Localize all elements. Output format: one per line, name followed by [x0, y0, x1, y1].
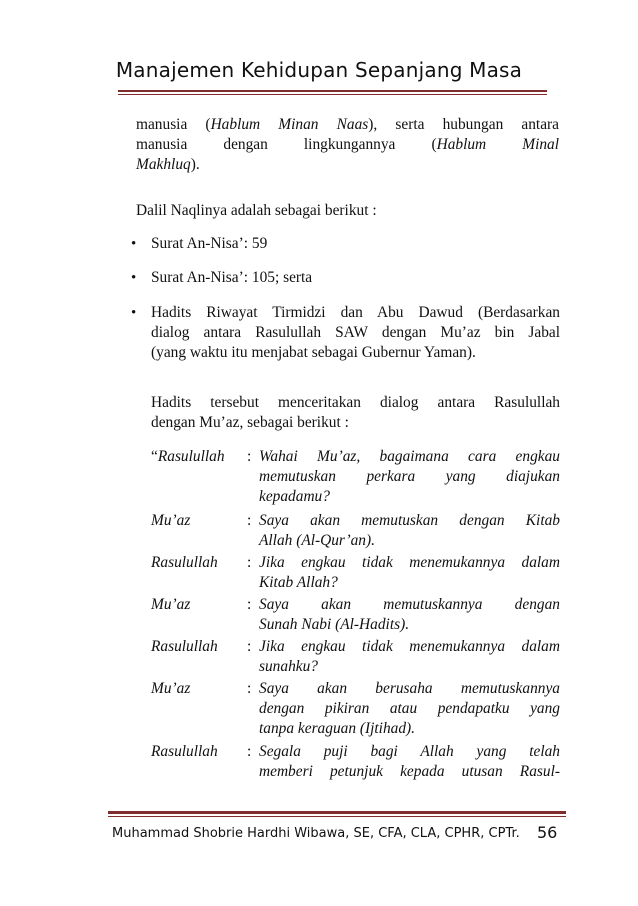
- intro-term-hablum-minan-naas: Hablum Minan Naas: [210, 116, 369, 133]
- utterance-line: dengan pikiran atau pendapatku yang: [259, 700, 560, 718]
- intro-line-1-start: manusia (: [136, 116, 211, 133]
- intro-line-3: [136, 155, 559, 175]
- hadith-description: [151, 393, 560, 433]
- intro-paragraph: [136, 115, 559, 176]
- utterance-line: tanpa keraguan (Ijtihad).: [259, 720, 416, 738]
- hadith-description-line-1: Hadits tersebut menceritakan dialog antara Rasulullah: [151, 394, 560, 411]
- utterance-line: Jika engkau tidak menemukannya dalam: [259, 554, 560, 571]
- bullet-3-line-1: Hadits Riwayat Tirmidzi dan Abu Dawud (Berdasarkan: [151, 304, 560, 321]
- utterance-line: Kitab Allah?: [259, 574, 338, 592]
- dialogue-speaker: [151, 447, 251, 467]
- utterance-line: sunahku?: [259, 658, 318, 676]
- utterance-line: Saya akan memutuskan dengan Kitab: [259, 512, 560, 529]
- dialogue-colon: :: [247, 554, 252, 571]
- dialogue-utterance: [259, 553, 560, 593]
- intro-line-1: [136, 115, 559, 135]
- utterance-line: Saya akan memutuskannya dengan: [259, 596, 560, 613]
- page-number: 56: [537, 823, 558, 842]
- header-rule-thick: [118, 90, 547, 92]
- dialogue-colon: :: [247, 638, 252, 655]
- dialogue-speaker: Mu’az: [151, 512, 191, 529]
- bullet-item-an-nisa-59: Surat An-Nisa’: 59: [151, 235, 268, 252]
- hadith-description-line-2: dengan Mu’az, sebagai berikut :: [151, 414, 349, 432]
- bullet-item-an-nisa-105: Surat An-Nisa’: 105; serta: [151, 269, 313, 286]
- dialogue-speaker: Mu’az: [151, 680, 191, 697]
- header-rule-thin: [118, 94, 547, 95]
- bullet-marker-1: •: [131, 236, 137, 252]
- bullet-item-hadits-riwayat: [151, 303, 560, 364]
- opening-quote-mark: “: [151, 448, 158, 465]
- dialogue-colon: :: [247, 743, 252, 760]
- utterance-line: Allah (Al-Qur’an).: [259, 532, 375, 550]
- intro-line-3-end: ).: [190, 156, 200, 174]
- intro-term-makhluq: Makhluq: [136, 156, 191, 174]
- utterance-line: Sunah Nabi (Al-Hadits).: [259, 616, 410, 634]
- utterance-line: memberi petunjuk kepada utusan Rasul-: [259, 763, 560, 781]
- dialogue-speaker: Rasulullah: [151, 554, 218, 571]
- footer-author: Muhammad Shobrie Hardhi Wibawa, SE, CFA, CLA, CPHR, CPTr.: [112, 826, 520, 841]
- utterance-line: Jika engkau tidak menemukannya dalam: [259, 638, 560, 655]
- dialogue-speaker: Mu’az: [151, 596, 191, 613]
- dialogue-utterance: [259, 511, 560, 551]
- intro-term-hablum-minal: Hablum Minal: [436, 136, 560, 154]
- utterance-line: Wahai Mu’az, bagaimana cara engkau: [259, 448, 560, 465]
- dialogue-colon: :: [247, 596, 252, 613]
- intro-line-1-end: ), serta hubungan antara: [368, 116, 559, 133]
- running-header-title: Manajemen Kehidupan Sepanjang Masa: [115, 58, 523, 82]
- footer-rule-thin: [108, 816, 566, 817]
- bullet-3-line-2: dialog antara Rasulullah SAW dengan Mu’az bin Jabal: [151, 324, 560, 342]
- dialogue-utterance: [259, 595, 560, 635]
- bullet-3-line-3: (yang waktu itu menjabat sebagai Gubernur Yaman).: [151, 344, 476, 362]
- dialogue-utterance: [259, 742, 560, 782]
- dialogue-speaker: Rasulullah: [151, 638, 218, 655]
- utterance-line: Saya akan berusaha memutuskannya: [259, 680, 560, 697]
- dalil-heading: Dalil Naqlinya adalah sebagai berikut :: [136, 202, 377, 219]
- dialogue-colon: :: [247, 680, 252, 697]
- speaker-name: Rasulullah: [157, 448, 225, 465]
- intro-line-2-start: manusia dengan lingkungannya (: [136, 136, 437, 154]
- dialogue-colon: :: [247, 512, 252, 529]
- bullet-marker-3: •: [131, 305, 137, 321]
- dialogue-utterance: [259, 447, 560, 508]
- dialogue-utterance: [259, 679, 560, 740]
- dialogue-utterance: [259, 637, 560, 677]
- utterance-line: kepadamu?: [259, 488, 330, 506]
- dialogue-speaker: Rasulullah: [151, 743, 218, 760]
- dialogue-colon: :: [247, 448, 252, 465]
- intro-line-2: [136, 135, 559, 155]
- utterance-line: Segala puji bagi Allah yang telah: [259, 743, 560, 760]
- bullet-marker-2: •: [131, 270, 137, 286]
- footer-rule-thick: [108, 811, 566, 814]
- utterance-line: memutuskan perkara yang diajukan: [259, 468, 560, 486]
